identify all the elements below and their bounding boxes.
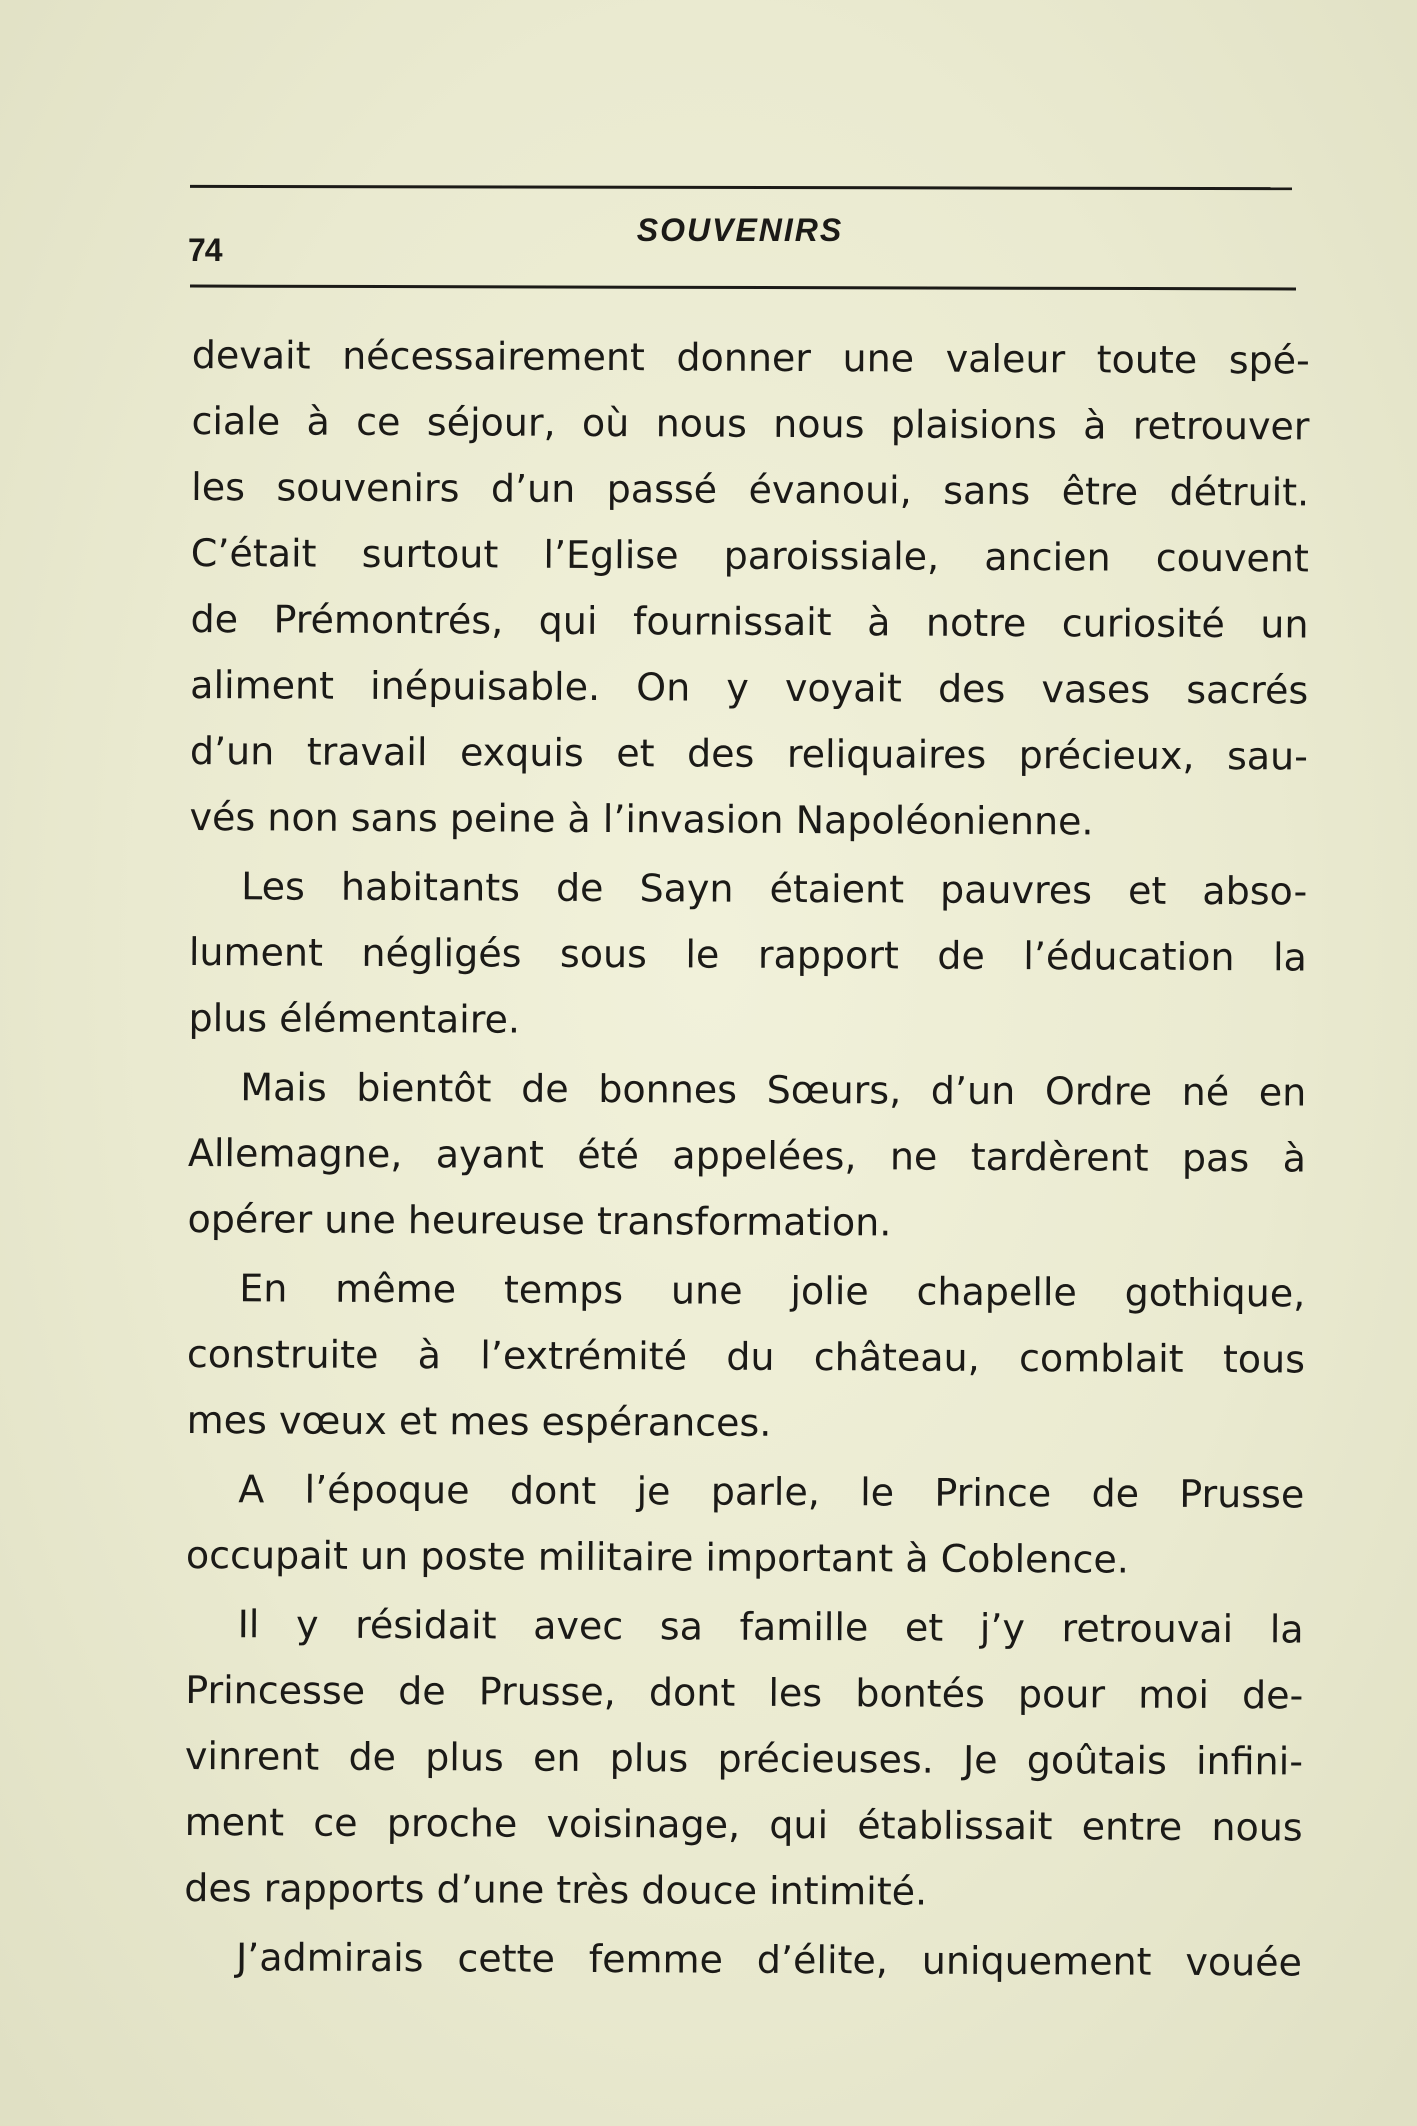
header-rule-bottom	[190, 285, 1296, 291]
text-line: J’admirais cette femme d’élite, uniquement vouée	[235, 1935, 1303, 1985]
text-line: ciale à ce séjour, où nous nous plaisions à retrouver	[191, 398, 1310, 449]
text-line: des rapports d’une très douce intimité.	[184, 1865, 928, 1914]
text-line: opérer une heureuse transformation.	[187, 1196, 892, 1245]
text-line: A l’époque dont je parle, le Prince de Prusse	[238, 1467, 1305, 1517]
paragraph	[189, 322, 1310, 855]
running-title: SOUVENIRS	[636, 212, 844, 248]
text-line: lument négligés sous le rapport de l’éducation la	[188, 929, 1308, 980]
text-line: Il y résidait avec sa famille et j’y retrouvai la	[237, 1602, 1304, 1652]
text-line: Mais bientôt de bonnes Sœurs, d’un Ordre né en	[240, 1065, 1307, 1115]
text-line: aliment inépuisable. On y voyait des vases sacrés	[190, 662, 1309, 713]
text-line: ment ce proche voisinage, qui établissait entre nous	[184, 1799, 1303, 1850]
text-line: plus élémentaire.	[188, 995, 521, 1042]
paragraph	[184, 1591, 1304, 1926]
paragraph	[186, 1456, 1305, 1593]
text-line: Allemagne, ayant été appelées, ne tardèrent pas à	[187, 1130, 1307, 1181]
text-line: de Prémontrés, qui fournissait à notre curiosité un	[190, 596, 1309, 647]
paragraph	[188, 853, 1307, 1056]
paragraph	[184, 1924, 1302, 1995]
text-line: En même temps une jolie chapelle gothique,	[239, 1266, 1306, 1316]
text-line: les souvenirs d’un passé évanoui, sans être détruit.	[191, 464, 1310, 515]
page-number: 74	[188, 232, 222, 268]
text-line: occupait un poste militaire important à Coblence.	[185, 1532, 1130, 1582]
paragraph	[186, 1255, 1305, 1458]
text-line: C’était surtout l’Eglise paroissiale, ancien couvent	[190, 530, 1309, 581]
text-line: d’un travail exquis et des reliquaires précieux, sau-	[189, 728, 1308, 779]
body-text	[184, 322, 1310, 1995]
header-rule-top	[190, 185, 1292, 190]
text-line: construite à l’extrémité du château, comblait tous	[186, 1331, 1306, 1382]
text-line: Les habitants de Sayn étaient pauvres et abso-	[241, 864, 1308, 914]
text-line: mes vœux et mes espérances.	[186, 1397, 772, 1445]
text-line: vinrent de plus en plus précieuses. Je goûtais infini-	[184, 1733, 1304, 1784]
text-line: devait nécessairement donner une valeur toute spé-	[191, 332, 1310, 383]
paragraph	[187, 1054, 1306, 1257]
text-line: Princesse de Prusse, dont les bontés pour moi de-	[185, 1667, 1304, 1718]
text-line: vés non sans peine à l’invasion Napoléonienne.	[189, 794, 1094, 844]
